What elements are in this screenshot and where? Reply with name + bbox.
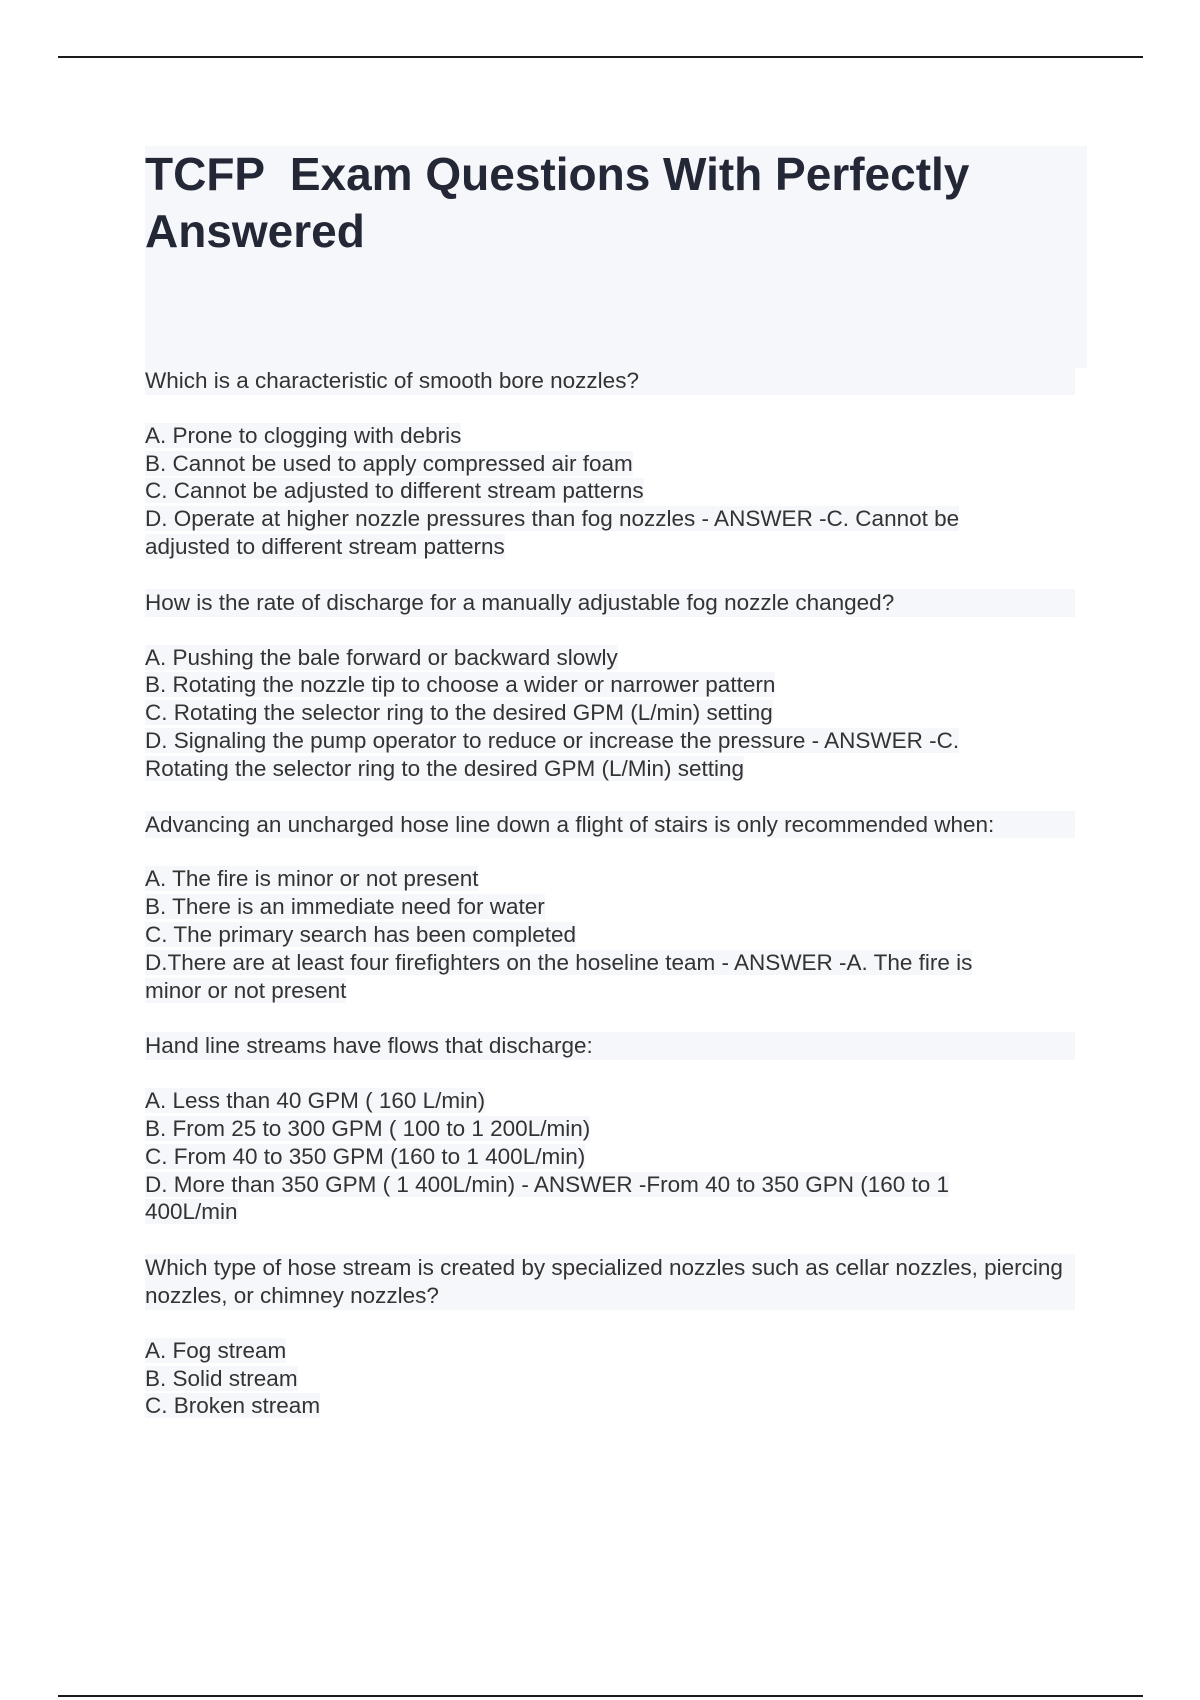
question-1 <box>145 367 1075 561</box>
answer-option: D. Operate at higher nozzle pressures than fog nozzles - ANSWER -C. Cannot be <box>145 506 960 532</box>
answer-option: A. Pushing the bale forward or backward slowly <box>145 644 618 670</box>
answer-option: D. Signaling the pump operator to reduce or increase the pressure - ANSWER -C. <box>145 727 960 753</box>
question-2 <box>145 589 1075 783</box>
question-prompt: Which type of hose stream is created by specialized nozzles such as cellar nozzles, piercing nozzles, or chimney nozzles? <box>145 1254 1075 1310</box>
question-4 <box>145 1032 1075 1226</box>
answer-option: A. Prone to clogging with debris <box>145 422 462 448</box>
answer-option: D. More than 350 GPM ( 1 400L/min) - ANSWER -From 40 to 350 GPN (160 to 1 <box>145 1171 950 1197</box>
answer-option: B. From 25 to 300 GPM ( 100 to 1 200L/min) <box>145 1115 591 1141</box>
answer-option: A. The fire is minor or not present <box>145 866 479 892</box>
document-title: TCFP Exam Questions With Perfectly Answered <box>145 148 981 257</box>
answer-option: C. Rotating the selector ring to the desired GPM (L/min) setting <box>145 700 773 726</box>
question-3 <box>145 811 1075 1005</box>
question-list <box>145 367 1075 1448</box>
question-prompt: Advancing an uncharged hose line down a flight of stairs is only recommended when: <box>145 811 1075 839</box>
answer-option: A. Fog stream <box>145 1337 287 1363</box>
answer-option: C. Cannot be adjusted to different stream patterns <box>145 478 644 504</box>
top-rule <box>58 56 1143 58</box>
answer-continuation: 400L/min <box>145 1199 238 1225</box>
answer-option: B. Cannot be used to apply compressed air foam <box>145 450 633 476</box>
question-5 <box>145 1254 1075 1420</box>
answer-option: D.There are at least four firefighters on the hoseline team - ANSWER -A. The fire is <box>145 949 973 975</box>
title-block <box>145 146 1087 368</box>
answer-continuation: Rotating the selector ring to the desired GPM (L/Min) setting <box>145 755 745 781</box>
answer-continuation: adjusted to different stream patterns <box>145 533 505 559</box>
answer-continuation: minor or not present <box>145 977 347 1003</box>
answer-option: C. Broken stream <box>145 1393 321 1419</box>
answer-option: C. The primary search has been completed <box>145 921 577 947</box>
question-prompt: Hand line streams have flows that discharge: <box>145 1032 1075 1060</box>
answer-option: B. Solid stream <box>145 1365 298 1391</box>
answer-option: B. Rotating the nozzle tip to choose a wider or narrower pattern <box>145 672 776 698</box>
question-prompt: How is the rate of discharge for a manually adjustable fog nozzle changed? <box>145 589 1075 617</box>
answer-option: B. There is an immediate need for water <box>145 894 545 920</box>
answer-option: A. Less than 40 GPM ( 160 L/min) <box>145 1088 486 1114</box>
answer-option: C. From 40 to 350 GPM (160 to 1 400L/min) <box>145 1143 586 1169</box>
bottom-rule <box>58 1695 1143 1697</box>
question-prompt: Which is a characteristic of smooth bore nozzles? <box>145 367 1075 395</box>
